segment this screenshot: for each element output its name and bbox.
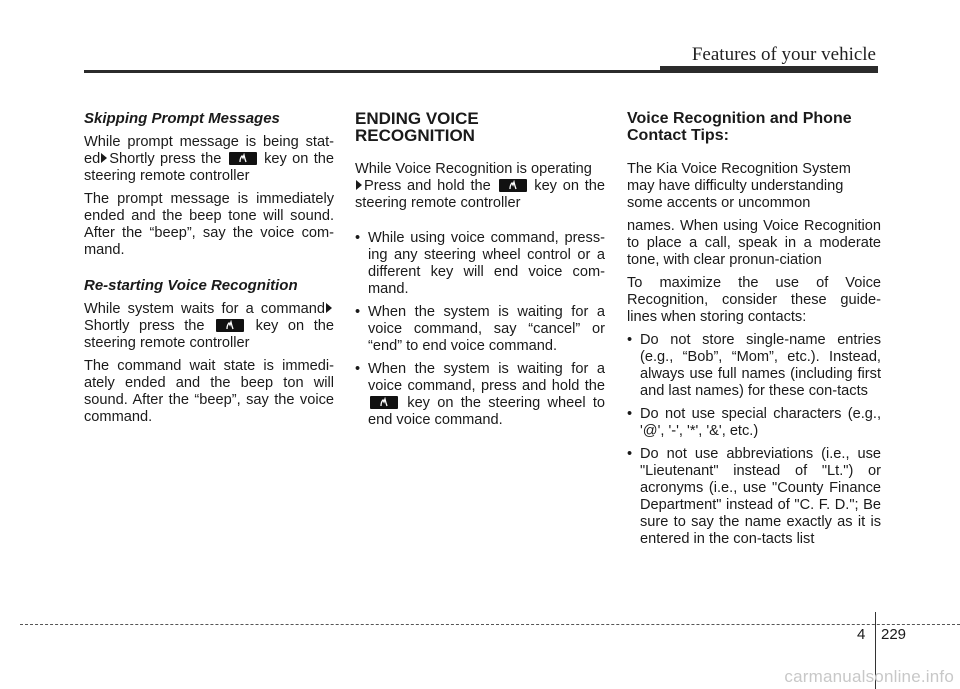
text: Shortly press the: [84, 318, 205, 334]
text: key on the steering remote controller: [355, 178, 605, 211]
subheading-restarting: Re-starting Voice Recognition: [84, 277, 298, 294]
column-middle: [355, 110, 605, 435]
voice-recognition-key-icon: [216, 319, 244, 332]
watermark: carmanualsonline.info: [784, 667, 954, 686]
paragraph-skipping-2: The prompt message is immediately ended and the beep tone will sound. After the “beep”, say the voice com-mand.: [84, 191, 334, 258]
column-right: [627, 110, 881, 554]
paragraph-tips-1: The Kia Voice Recognition System may have difficulty understanding some accents or uncommon: [627, 161, 851, 211]
text: When the system is waiting for a voice command, press and hold the: [368, 361, 605, 394]
paragraph-tips-3: To maximize the use of Voice Recognition, consider these guide-lines when storing contacts:: [627, 275, 881, 325]
paragraph-skipping-1: [84, 134, 334, 185]
header-title: Features of your vehicle: [691, 44, 876, 65]
text: key on the steering remote controller: [84, 151, 334, 184]
text: While system waits for a command: [84, 301, 325, 317]
list-item: • Do not use abbreviations (i.e., use "Lieutenant" instead of "Lt.") or acronyms (i.e., use "County Finance Department" instead of "C. F. D."; Be sure to say the name exactly as it is entered in the con-tacts list: [627, 446, 881, 548]
footer-rule: [20, 624, 960, 625]
right-triangle-icon: [356, 180, 362, 190]
text: Shortly press the: [109, 151, 222, 167]
list-item: • While using voice command, press-ing any steering wheel control or a different key will end voice com-mand.: [355, 230, 605, 298]
voice-recognition-key-icon: [229, 152, 257, 165]
paragraph-ending-1: [355, 161, 605, 212]
text: Press and hold the: [364, 178, 491, 194]
tips-bullet-list: [627, 332, 881, 548]
heading-ending-voice-recognition: ENDING VOICE RECOGNITION: [355, 109, 479, 145]
list-item: • Do not use special characters (e.g., '@', '-', '*', '&', etc.): [627, 406, 881, 440]
header-rule: [84, 70, 878, 73]
list-item: [355, 361, 605, 429]
ending-bullet-list: [355, 230, 605, 429]
paragraph-restarting-2: The command wait state is immedi-ately ended and the beep ton will sound. After the “beep”, say the voice command.: [84, 358, 334, 425]
subheading-skipping: Skipping Prompt Messages: [84, 110, 280, 127]
voice-recognition-key-icon: [370, 396, 398, 409]
chapter-number: 4: [857, 626, 866, 643]
voice-recognition-key-icon: [499, 179, 527, 192]
text: key on the steering wheel to end voice command.: [368, 395, 605, 428]
page-number: 229: [881, 626, 907, 643]
right-triangle-icon: [101, 153, 107, 163]
right-triangle-icon: [326, 303, 332, 313]
column-left: [84, 110, 334, 432]
list-item: • Do not store single-name entries (e.g., “Bob”, “Mom”, etc.). Instead, always use full names (including first and last names) for these con-tacts: [627, 332, 881, 400]
text: While prompt message is being stat-ed: [84, 134, 334, 167]
paragraph-restarting-1: [84, 301, 334, 352]
paragraph-tips-2: names. When using Voice Recognition to place a call, speak in a moderate tone, with clear pronun-ciation: [627, 218, 881, 268]
heading-phone-contact-tips: Voice Recognition and Phone Contact Tips:: [627, 110, 852, 144]
text: key on the steering remote controller: [84, 318, 334, 351]
list-item: • When the system is waiting for a voice command, say “cancel” or “end” to end voice command.: [355, 304, 605, 355]
text: While Voice Recognition is operating: [355, 161, 592, 177]
